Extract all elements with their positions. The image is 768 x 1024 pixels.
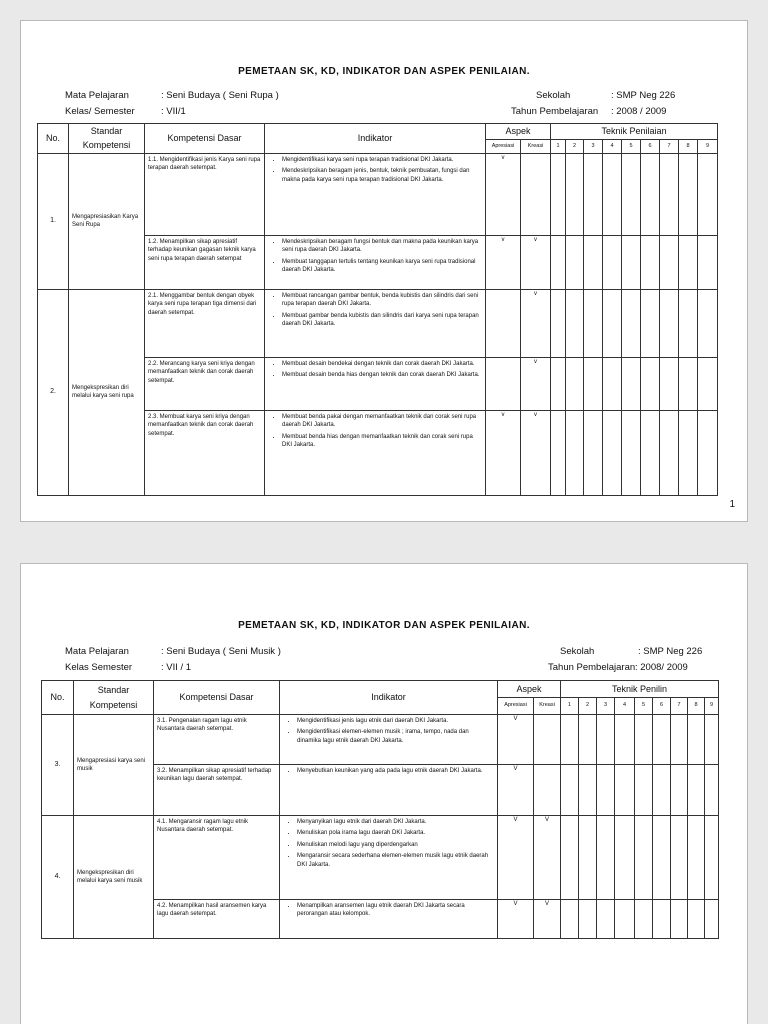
indicator-item: • Membuat rancangan gambar bentuk, benda kubistis dan silindris dari seni rupa terapan daerah DKI Jakarta. (282, 292, 482, 309)
indicator-item: • Mendeskripsikan beragam jenis, bentuk, teknik pembuatan, fungsi dan makna pada karya seni rupa terapan tradisional DKI Jakarta. (282, 167, 482, 184)
apresiasi-check: V (498, 715, 534, 765)
indicator-item: • Menyebutkan keunikan yang ada pada lagu etnik daerah DKI Jakarta. (297, 767, 494, 775)
indikator-cell (265, 289, 486, 357)
mapel-value: : Seni Budaya ( Seni Musik ) (161, 646, 281, 657)
page-title: PEMETAAN SK, KD, INDIKATOR DAN ASPEK PENILAIAN. (238, 66, 530, 77)
apresiasi-check: V (498, 816, 534, 900)
indicator-item: • Menyanyikan lagu etnik dari daerah DKI Jakarta. (297, 818, 494, 826)
row-number: 3. (42, 715, 74, 816)
header-teknik-penilaian: Teknik Penilin (561, 681, 719, 698)
header-col-7: 7 (660, 140, 679, 154)
standar-kompetensi: Mengekspresikan diri melalui karya seni musik (74, 816, 154, 939)
header-col-3: 3 (584, 140, 603, 154)
header-col-8: 8 (679, 140, 698, 154)
kelas-value: : VII / 1 (161, 662, 192, 673)
header-indikator: Indikator (280, 681, 498, 715)
header-col-2: 2 (566, 140, 584, 154)
indicator-item: • Mengidentifikasi karya seni rupa terapan tradisional DKI Jakarta. (282, 156, 482, 164)
kelas-value: : VII/1 (161, 106, 186, 117)
header-col-1: 1 (551, 140, 566, 154)
mapping-table (41, 680, 719, 939)
kreasi-check: v (521, 289, 551, 357)
kreasi-check (521, 153, 551, 235)
indikator-cell (280, 765, 498, 816)
header-col-6: 6 (653, 698, 671, 715)
indikator-cell (265, 153, 486, 235)
kompetensi-dasar: 1.1. Mengidentifikasi jenis Karya seni rupa terapan daerah setempat. (145, 153, 265, 235)
tahun-value: : 2008 / 2009 (611, 106, 667, 117)
kreasi-check: v (521, 410, 551, 495)
header-col-1: 1 (561, 698, 579, 715)
mapping-table (37, 123, 718, 496)
tahun-label: Tahun Pembelajaran (548, 662, 636, 673)
kreasi-check (534, 765, 561, 816)
standar-kompetensi: Mengapresiasikan Karya Seni Rupa (69, 153, 145, 289)
indikator-cell (265, 235, 486, 289)
header-col-3: 3 (597, 698, 615, 715)
sekolah-value: : SMP Neg 226 (638, 646, 703, 657)
header-col-4: 4 (603, 140, 622, 154)
header-teknik-penilaian: Teknik Penilaian (551, 124, 718, 140)
apresiasi-check: v (486, 410, 521, 495)
indicator-item: • Membuat benda hias dengan memanfaatkan teknik dan corak seni rupa DKI Jakarta. (282, 433, 482, 450)
table-row (42, 816, 719, 900)
header-standar-kompetensi: Standar Kompetensi (69, 124, 145, 154)
header-kreasi: Kreasi (534, 698, 561, 715)
header-col-9: 9 (705, 698, 719, 715)
standar-kompetensi: Mengekspresikan diri melalui karya seni rupa (69, 289, 145, 495)
sekolah-value: : SMP Neg 226 (611, 90, 676, 101)
row-number: 2. (38, 289, 69, 495)
kompetensi-dasar: 3.2. Menampilkan sikap apresiatif terhadap keunikan lagu daerah setempat. (154, 765, 280, 816)
page-number: 1 (729, 499, 735, 510)
table-row (42, 715, 719, 765)
apresiasi-check: v (486, 235, 521, 289)
kelas-label: Kelas Semester (65, 662, 133, 673)
header-apresiasi: Apresiasi (486, 140, 521, 154)
header-standar-kompetensi: Standar Kompetensi (74, 681, 154, 715)
header-col-9: 9 (698, 140, 718, 154)
row-number: 4. (42, 816, 74, 939)
indicator-item: • Membuat benda pakai dengan memanfaatkan teknik dan corak seni rupa daerah DKI Jakarta. (282, 413, 482, 430)
indicator-item: • Membuat tanggapan tertulis tentang keunikan karya seni rupa tradisional daerah DKI Jakarta. (282, 258, 482, 275)
mapel-label: Mata Pelajaran (65, 646, 129, 657)
sekolah-label: Sekolah (560, 646, 595, 657)
header-col-2: 2 (579, 698, 597, 715)
header-col-4: 4 (615, 698, 635, 715)
indicator-item: • Membuat gambar benda kubistis dan silindris dari karya seni rupa terapan daerah DKI Jakarta. (282, 312, 482, 329)
tahun-value: : 2008/ 2009 (635, 662, 688, 673)
kompetensi-dasar: 2.2. Merancang karya seni kriya dengan memanfaatkan teknik dan corak daerah setempat. (145, 357, 265, 410)
indicator-item: • Menampilkan aransemen lagu etnik daerah DKI Jakarta secara perorangan atau kelompok. (297, 902, 494, 919)
kompetensi-dasar: 2.3. Membuat karya seni kriya dengan memanfaatkan teknik dan corak daerah setempat. (145, 410, 265, 495)
indikator-cell (280, 816, 498, 900)
kreasi-check: v (521, 235, 551, 289)
indikator-cell (265, 410, 486, 495)
indicator-item: • Mendeskripsikan beragam fungsi bentuk dan makna pada keunikan karya seni rupa daerah DKI Jakarta. (282, 238, 482, 255)
kompetensi-dasar: 1.2. Menampilkan sikap apresiatif terhadap keunikan gagasan teknik karya seni rupa terapan daerah setempat (145, 235, 265, 289)
header-col-6: 6 (641, 140, 660, 154)
kreasi-check: V (534, 816, 561, 900)
header-kompetensi-dasar: Kompetensi Dasar (154, 681, 280, 715)
header-apresiasi: Apresiasi (498, 698, 534, 715)
kelas-label: Kelas/ Semester (65, 106, 135, 117)
table-row (38, 289, 718, 357)
kreasi-check (534, 715, 561, 765)
apresiasi-check (486, 357, 521, 410)
mapel-value: : Seni Budaya ( Seni Rupa ) (161, 90, 279, 101)
indicator-item: • Mengidentifikasi elemen-elemen musik ; irama, tempo, nada dan dinamika lagu etnik daerah DKI Jakarta. (297, 728, 494, 745)
standar-kompetensi: Mengapresiasi karya seni musik (74, 715, 154, 816)
tahun-label: Tahun Pembelajaran (511, 106, 599, 117)
document-page-1 (20, 20, 748, 522)
kompetensi-dasar: 2.1. Menggambar bentuk dengan obyek karya seni rupa terapan tiga dimensi dari daerah setempat. (145, 289, 265, 357)
row-number: 1. (38, 153, 69, 289)
apresiasi-check (486, 289, 521, 357)
apresiasi-check: V (498, 900, 534, 939)
indikator-cell (280, 900, 498, 939)
header-col-7: 7 (671, 698, 688, 715)
header-col-8: 8 (688, 698, 705, 715)
kompetensi-dasar: 4.2. Menampilkan hasil aransemen karya lagu daerah setempat. (154, 900, 280, 939)
header-indikator: Indikator (265, 124, 486, 154)
kompetensi-dasar: 3.1. Pengenalan ragam lagu etnik Nusantara daerah setempat. (154, 715, 280, 765)
document-page-2 (20, 563, 748, 1024)
header-kreasi: Kreasi (521, 140, 551, 154)
kreasi-check: V (534, 900, 561, 939)
header-no: No. (38, 124, 69, 154)
indicator-item: • Mengaransir secara sederhana elemen-elemen musik lagu etnik daerah DKI Jakarta. (297, 852, 494, 869)
mapel-label: Mata Pelajaran (65, 90, 129, 101)
kreasi-check: v (521, 357, 551, 410)
apresiasi-check: V (498, 765, 534, 816)
header-kompetensi-dasar: Kompetensi Dasar (145, 124, 265, 154)
table-row (38, 153, 718, 235)
header-aspek: Aspek (498, 681, 561, 698)
sekolah-label: Sekolah (536, 90, 571, 101)
indicator-item: • Menuliskan pola irama lagu daerah DKI Jakarta. (297, 829, 494, 837)
page-title: PEMETAAN SK, KD, INDIKATOR DAN ASPEK PENILAIAN. (238, 620, 530, 631)
header-aspek: Aspek (486, 124, 551, 140)
indicator-item: • Mengidentifikasi jenis lagu etnik dari daerah DKI Jakarta. (297, 717, 494, 725)
indicator-item: • Membuat desain bendekai dengan teknik dan corak daerah DKI Jakarta. (282, 360, 482, 368)
header-col-5: 5 (635, 698, 653, 715)
header-no: No. (42, 681, 74, 715)
indikator-cell (265, 357, 486, 410)
indicator-item: • Menuliskan melodi lagu yang diperdengarkan (297, 841, 494, 849)
indicator-item: • Membuat desain benda hias dengan teknik dan corak daerah DKI Jakarta. (282, 371, 482, 379)
indikator-cell (280, 715, 498, 765)
apresiasi-check: v (486, 153, 521, 235)
kompetensi-dasar: 4.1. Mengaransir ragam lagu etnik Nusantara daerah setempat. (154, 816, 280, 900)
header-col-5: 5 (622, 140, 641, 154)
